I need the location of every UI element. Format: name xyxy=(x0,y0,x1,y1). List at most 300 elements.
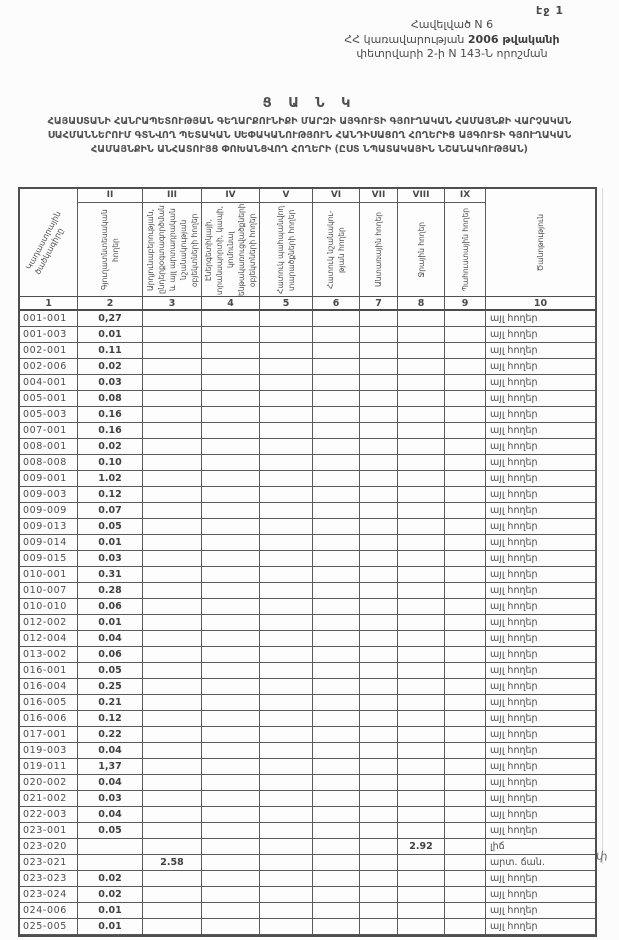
value-cell xyxy=(202,487,260,503)
value-cell xyxy=(313,423,360,439)
value-cell xyxy=(445,743,486,759)
value-cell xyxy=(260,647,313,663)
note-cell: այլ հողեր xyxy=(486,903,595,919)
value-cell xyxy=(260,487,313,503)
code-cell: 001-003 xyxy=(20,327,78,343)
note-cell: այլ հողեր xyxy=(486,535,595,551)
note-cell: այլ հողեր xyxy=(486,519,595,535)
value-cell xyxy=(313,647,360,663)
value-cell xyxy=(445,791,486,807)
value-cell xyxy=(445,439,486,455)
note-cell: այլ հողեր xyxy=(486,583,595,599)
value-cell xyxy=(445,711,486,727)
value-cell: 0.01 xyxy=(78,919,143,935)
note-cell: այլ հողեր xyxy=(486,647,595,663)
value-cell xyxy=(360,471,398,487)
code-cell: 009-014 xyxy=(20,535,78,551)
value-cell xyxy=(445,887,486,903)
header-text-wrap xyxy=(78,203,142,296)
value-cell xyxy=(143,343,202,359)
value-cell xyxy=(260,631,313,647)
value-cell xyxy=(398,759,445,775)
value-cell xyxy=(143,503,202,519)
value-cell: 0.12 xyxy=(78,487,143,503)
value-cell xyxy=(313,871,360,887)
value-cell xyxy=(398,663,445,679)
margin-mark: փ xyxy=(595,848,609,864)
value-cell xyxy=(360,679,398,695)
value-cell xyxy=(398,903,445,919)
value-cell: 0.28 xyxy=(78,583,143,599)
value-cell xyxy=(202,887,260,903)
value-cell xyxy=(260,759,313,775)
value-cell: 0,27 xyxy=(78,311,143,327)
value-cell xyxy=(260,807,313,823)
value-cell xyxy=(360,439,398,455)
value-cell xyxy=(202,807,260,823)
value-cell xyxy=(360,375,398,391)
value-cell xyxy=(143,711,202,727)
value-cell xyxy=(260,551,313,567)
note-cell: այլ հողեր xyxy=(486,455,595,471)
roman-numeral: II xyxy=(78,189,142,203)
value-cell xyxy=(143,471,202,487)
value-cell xyxy=(143,583,202,599)
value-cell: 0.05 xyxy=(78,519,143,535)
value-cell xyxy=(360,903,398,919)
value-cell: 1,37 xyxy=(78,759,143,775)
header-label: Պահուստային հողեր xyxy=(460,207,470,292)
value-cell xyxy=(143,327,202,343)
value-cell: 0.01 xyxy=(78,535,143,551)
value-cell xyxy=(360,631,398,647)
note-cell: այլ հողեր xyxy=(486,327,595,343)
value-cell xyxy=(398,503,445,519)
value-cell: 0.06 xyxy=(78,599,143,615)
value-cell xyxy=(313,631,360,647)
code-cell: 008-001 xyxy=(20,439,78,455)
document-header xyxy=(262,18,619,62)
value-cell xyxy=(202,695,260,711)
value-cell: 0.25 xyxy=(78,679,143,695)
value-cell xyxy=(143,839,202,855)
value-cell xyxy=(143,311,202,327)
value-cell xyxy=(398,375,445,391)
value-cell xyxy=(313,455,360,471)
value-cell xyxy=(313,887,360,903)
value-cell xyxy=(445,919,486,935)
note-cell: այլ հողեր xyxy=(486,775,595,791)
value-cell xyxy=(260,871,313,887)
column-header-2 xyxy=(78,189,143,297)
value-cell xyxy=(313,471,360,487)
value-cell xyxy=(202,743,260,759)
value-cell xyxy=(260,503,313,519)
value-cell xyxy=(360,855,398,871)
list-description: ՀԱՅԱՍՏԱՆԻ ՀԱՆՐԱՊԵՏՈՒԹՅԱՆ ԳԵՂԱՐՔՈՒՆԻՔԻ ՄԱՐԶԻ ԱՅԳՈՒՏԻ ԳՅՈՒՂԱԿԱՆ ՀԱՄԱՅՆՔԻ ՎԱՐՉԱԿԱՆ ՍԱՀՄԱՆՆԵՐՈՒՄ ԳՏՆՎՈՂ ՊԵՏԱԿԱՆ ՍԵՓԱԿԱՆՈՒԹՅՈՒՆ ՀԱՆԴԻՍԱՑՈՂ ՀՈՂԵՐԻՑ ԱՅԳՈՒՏԻ ԳՅՈՒՂԱԿԱՆ ՀԱՄԱՅՆՔԻՆ ԱՆՀԱՏՈՒՅՑ ՓՈԽԱՆՑՎՈՂ ՀՈՂԵՐԻ (ԸՍՏ ՆՊԱՏԱԿԱՅԻՆ ՆՇԱՆԱԿՈՒԹՅԱՆ) xyxy=(47,116,572,155)
value-cell: 0.06 xyxy=(78,647,143,663)
header-text-wrap xyxy=(202,203,259,296)
value-cell: 0.02 xyxy=(78,439,143,455)
value-cell xyxy=(202,615,260,631)
note-cell: այլ հողեր xyxy=(486,391,595,407)
value-cell xyxy=(313,519,360,535)
value-cell xyxy=(202,919,260,935)
header-label: Գյուղատնտեսական հողեր xyxy=(100,209,120,290)
code-cell: 001-001 xyxy=(20,311,78,327)
value-cell: 0.01 xyxy=(78,615,143,631)
government-line: ՀՀ կառավարության 2006 թվականի xyxy=(344,32,560,46)
value-cell xyxy=(313,535,360,551)
value-cell xyxy=(313,487,360,503)
note-cell: այլ հողեր xyxy=(486,439,595,455)
value-cell xyxy=(398,455,445,471)
value-cell xyxy=(360,711,398,727)
value-cell xyxy=(260,711,313,727)
value-cell: 0.04 xyxy=(78,743,143,759)
title-block xyxy=(8,96,611,156)
value-cell: 0.01 xyxy=(78,327,143,343)
value-cell: 0.04 xyxy=(78,631,143,647)
value-cell xyxy=(445,583,486,599)
value-cell xyxy=(445,407,486,423)
value-cell xyxy=(398,423,445,439)
value-cell: 0.03 xyxy=(78,791,143,807)
value-cell xyxy=(313,823,360,839)
roman-numeral: VIII xyxy=(398,189,444,203)
value-cell xyxy=(143,695,202,711)
column-header-5 xyxy=(260,189,313,297)
value-cell: 0.10 xyxy=(78,455,143,471)
value-cell xyxy=(445,871,486,887)
value-cell xyxy=(260,855,313,871)
code-cell: 017-001 xyxy=(20,727,78,743)
header-label: Անտառային հողեր xyxy=(374,212,383,287)
value-cell xyxy=(143,551,202,567)
code-cell: 016-004 xyxy=(20,679,78,695)
header-text-wrap xyxy=(260,203,312,296)
note-cell: այլ հողեր xyxy=(486,871,595,887)
value-cell xyxy=(143,823,202,839)
value-cell xyxy=(143,647,202,663)
code-cell: 010-010 xyxy=(20,599,78,615)
value-cell xyxy=(398,711,445,727)
value-cell xyxy=(78,839,143,855)
value-cell xyxy=(313,903,360,919)
code-cell: 009-003 xyxy=(20,487,78,503)
value-cell xyxy=(143,743,202,759)
value-cell xyxy=(360,503,398,519)
note-cell: այլ հողեր xyxy=(486,711,595,727)
value-cell xyxy=(143,535,202,551)
value-cell xyxy=(260,599,313,615)
value-cell xyxy=(143,919,202,935)
value-cell xyxy=(202,535,260,551)
note-cell: այլ հողեր xyxy=(486,375,595,391)
value-cell xyxy=(445,727,486,743)
value-cell xyxy=(313,711,360,727)
code-cell: 020-002 xyxy=(20,775,78,791)
value-cell: 0.02 xyxy=(78,359,143,375)
value-cell xyxy=(445,663,486,679)
value-cell xyxy=(360,727,398,743)
value-cell xyxy=(260,407,313,423)
column-header-4 xyxy=(202,189,260,297)
value-cell xyxy=(143,663,202,679)
value-cell xyxy=(313,663,360,679)
value-cell xyxy=(360,775,398,791)
value-cell xyxy=(445,759,486,775)
code-cell: 005-001 xyxy=(20,391,78,407)
value-cell xyxy=(398,567,445,583)
value-cell xyxy=(360,327,398,343)
value-cell xyxy=(360,663,398,679)
value-cell xyxy=(202,391,260,407)
value-cell xyxy=(445,903,486,919)
value-cell xyxy=(360,871,398,887)
note-cell: այլ հողեր xyxy=(486,599,595,615)
value-cell xyxy=(445,807,486,823)
value-cell xyxy=(313,807,360,823)
code-cell: 009-013 xyxy=(20,519,78,535)
column-number: 4 xyxy=(202,297,260,311)
value-cell xyxy=(313,615,360,631)
header-label: Հատուկ պահպանվող տարածքների հողեր xyxy=(276,205,296,294)
column-number: 6 xyxy=(313,297,360,311)
code-cell: 013-002 xyxy=(20,647,78,663)
note-cell: այլ հողեր xyxy=(486,551,595,567)
value-cell xyxy=(398,743,445,759)
value-cell: 0.07 xyxy=(78,503,143,519)
code-cell: 007-001 xyxy=(20,423,78,439)
value-cell xyxy=(313,375,360,391)
value-cell xyxy=(143,791,202,807)
note-cell: լիճ xyxy=(486,839,595,855)
value-cell xyxy=(313,359,360,375)
value-cell xyxy=(360,423,398,439)
value-cell xyxy=(143,615,202,631)
value-cell xyxy=(445,503,486,519)
value-cell xyxy=(202,455,260,471)
value-cell: 0.05 xyxy=(78,823,143,839)
note-cell: այլ հողեր xyxy=(486,631,595,647)
code-cell: 009-015 xyxy=(20,551,78,567)
value-cell xyxy=(202,471,260,487)
code-cell: 021-002 xyxy=(20,791,78,807)
value-cell xyxy=(143,567,202,583)
value-cell xyxy=(360,311,398,327)
code-cell: 023-021 xyxy=(20,855,78,871)
value-cell xyxy=(202,679,260,695)
value-cell: 0.22 xyxy=(78,727,143,743)
code-cell: 022-003 xyxy=(20,807,78,823)
value-cell xyxy=(143,887,202,903)
value-cell xyxy=(202,519,260,535)
code-cell: 023-023 xyxy=(20,871,78,887)
value-cell xyxy=(445,823,486,839)
value-cell xyxy=(445,471,486,487)
header-label: Ջրային հողեր xyxy=(416,221,426,278)
value-cell xyxy=(360,551,398,567)
value-cell xyxy=(202,375,260,391)
value-cell xyxy=(260,423,313,439)
value-cell xyxy=(360,823,398,839)
value-cell xyxy=(202,423,260,439)
year-bold: 2006 թվականի xyxy=(467,32,560,46)
land-table xyxy=(18,187,597,937)
value-cell xyxy=(445,391,486,407)
value-cell xyxy=(398,407,445,423)
value-cell xyxy=(313,839,360,855)
value-cell xyxy=(260,743,313,759)
header-text-wrap xyxy=(398,203,444,296)
value-cell xyxy=(260,887,313,903)
value-cell: 0.31 xyxy=(78,567,143,583)
value-cell xyxy=(202,711,260,727)
value-cell xyxy=(398,775,445,791)
code-cell: 025-005 xyxy=(20,919,78,935)
value-cell xyxy=(398,471,445,487)
value-cell xyxy=(260,919,313,935)
value-cell xyxy=(398,487,445,503)
value-cell xyxy=(260,311,313,327)
value-cell xyxy=(313,759,360,775)
value-cell xyxy=(202,759,260,775)
value-cell: 0.04 xyxy=(78,775,143,791)
value-cell xyxy=(78,855,143,871)
value-cell xyxy=(202,583,260,599)
note-cell: այլ հողեր xyxy=(486,343,595,359)
value-cell xyxy=(398,871,445,887)
header-label: Էներգետիկայի, տրանսպորտի, կապի, կոմունալ ենթակառուցվածքների օբյեկտների հողեր xyxy=(204,202,257,296)
column-header-6 xyxy=(313,189,360,297)
value-cell xyxy=(360,599,398,615)
note-cell: այլ հողեր xyxy=(486,823,595,839)
note-cell: այլ հողեր xyxy=(486,471,595,487)
column-number: 8 xyxy=(398,297,445,311)
column-header-3 xyxy=(143,189,202,297)
value-cell xyxy=(445,327,486,343)
value-cell xyxy=(360,455,398,471)
value-cell xyxy=(260,359,313,375)
value-cell xyxy=(398,359,445,375)
value-cell xyxy=(313,743,360,759)
value-cell: 0.05 xyxy=(78,663,143,679)
code-cell: 005-003 xyxy=(20,407,78,423)
header-label: Կադաստրային ծածկագիրը xyxy=(24,209,66,276)
value-cell: 0.21 xyxy=(78,695,143,711)
value-cell xyxy=(360,919,398,935)
value-cell xyxy=(360,535,398,551)
value-cell xyxy=(202,903,260,919)
value-cell: 0.16 xyxy=(78,407,143,423)
note-cell: այլ հողեր xyxy=(486,807,595,823)
value-cell: 0.01 xyxy=(78,903,143,919)
note-cell: այլ հողեր xyxy=(486,359,595,375)
roman-numeral: IV xyxy=(202,189,259,203)
value-cell xyxy=(398,647,445,663)
column-header-7 xyxy=(360,189,398,297)
value-cell xyxy=(260,839,313,855)
column-number: 7 xyxy=(360,297,398,311)
value-cell xyxy=(360,583,398,599)
note-cell: արտ. ճան. xyxy=(486,855,595,871)
value-cell xyxy=(360,487,398,503)
page-number-label: էջ 1 xyxy=(536,4,564,17)
value-cell xyxy=(202,839,260,855)
value-cell xyxy=(445,647,486,663)
value-cell xyxy=(398,599,445,615)
code-cell: 024-006 xyxy=(20,903,78,919)
value-cell xyxy=(360,407,398,423)
value-cell xyxy=(313,583,360,599)
note-cell: այլ հողեր xyxy=(486,887,595,903)
column-number: 10 xyxy=(486,297,595,311)
value-cell xyxy=(398,439,445,455)
value-cell: 0.12 xyxy=(78,711,143,727)
value-cell xyxy=(445,455,486,471)
code-cell: 004-001 xyxy=(20,375,78,391)
code-cell: 016-006 xyxy=(20,711,78,727)
value-cell: 0.02 xyxy=(78,887,143,903)
value-cell xyxy=(398,791,445,807)
value-cell xyxy=(398,679,445,695)
value-cell xyxy=(143,519,202,535)
value-cell xyxy=(313,727,360,743)
value-cell xyxy=(143,391,202,407)
value-cell xyxy=(260,567,313,583)
value-cell xyxy=(445,359,486,375)
header-text-wrap xyxy=(313,203,359,296)
header-text-wrap xyxy=(360,203,397,296)
decree-line: փետրվարի 2-ի N 143-Ն որոշման xyxy=(356,47,548,60)
list-title: Ց Ա Ն Կ xyxy=(262,96,357,111)
value-cell xyxy=(360,391,398,407)
value-cell xyxy=(202,775,260,791)
value-cell xyxy=(445,423,486,439)
value-cell xyxy=(445,599,486,615)
value-cell xyxy=(143,599,202,615)
value-cell xyxy=(360,759,398,775)
value-cell xyxy=(313,551,360,567)
code-cell: 019-011 xyxy=(20,759,78,775)
column-header-1 xyxy=(20,189,78,297)
value-cell xyxy=(143,903,202,919)
value-cell xyxy=(260,615,313,631)
value-cell xyxy=(445,839,486,855)
value-cell xyxy=(360,695,398,711)
value-cell xyxy=(260,391,313,407)
value-cell xyxy=(260,791,313,807)
value-cell xyxy=(445,567,486,583)
note-cell: այլ հողեր xyxy=(486,695,595,711)
value-cell xyxy=(143,727,202,743)
note-cell: այլ հողեր xyxy=(486,663,595,679)
column-number: 5 xyxy=(260,297,313,311)
column-header-9 xyxy=(445,189,486,297)
code-cell: 002-006 xyxy=(20,359,78,375)
code-cell: 008-008 xyxy=(20,455,78,471)
note-cell: այլ հողեր xyxy=(486,423,595,439)
value-cell xyxy=(398,391,445,407)
value-cell xyxy=(202,311,260,327)
value-cell xyxy=(398,919,445,935)
value-cell xyxy=(445,343,486,359)
value-cell xyxy=(398,519,445,535)
value-cell xyxy=(313,343,360,359)
value-cell xyxy=(445,311,486,327)
code-cell: 012-002 xyxy=(20,615,78,631)
